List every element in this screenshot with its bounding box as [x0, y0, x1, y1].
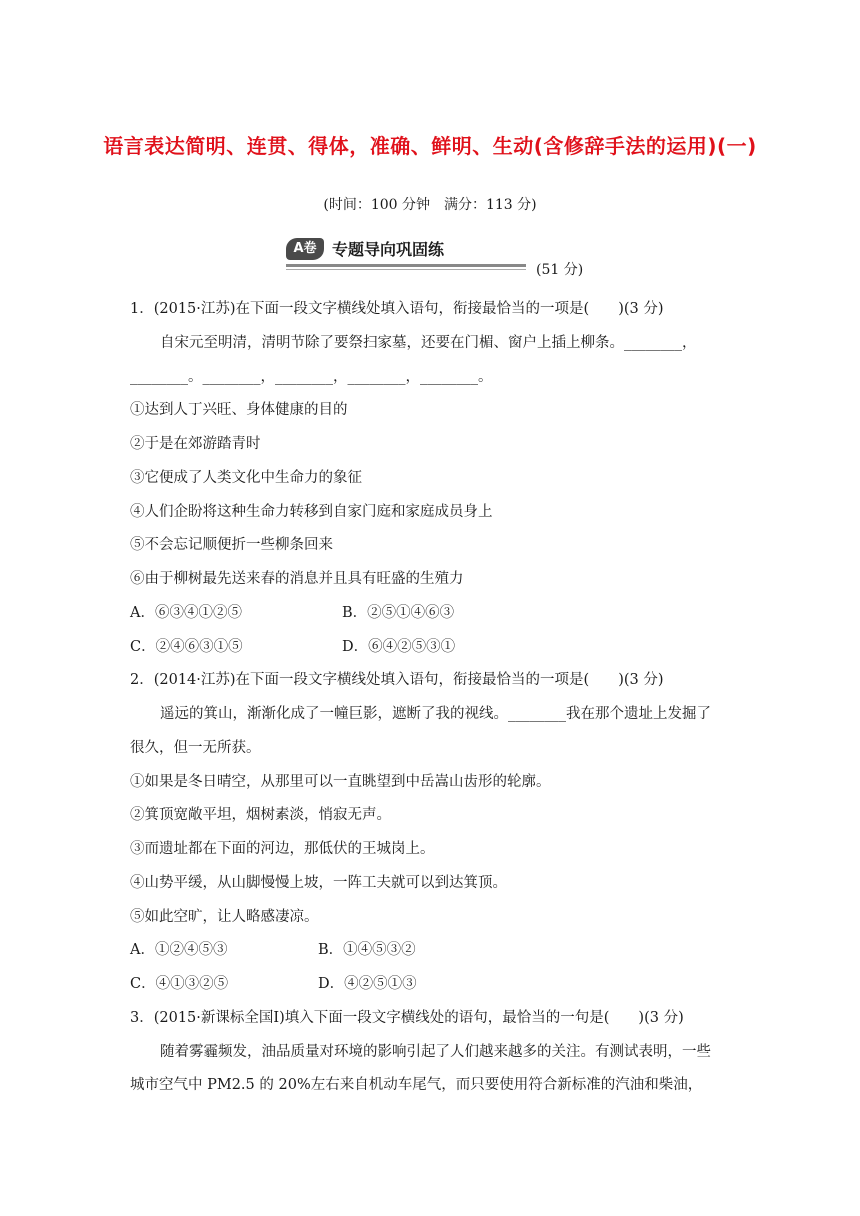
q1-sentence-1: ①达到人丁兴旺、身体健康的目的 [130, 402, 348, 418]
q1-sentence-3: ③它便成了人类文化中生命力的象征 [130, 470, 362, 486]
q1-stem: 1．(2015·江苏)在下面一段文字横线处填入语句，衔接最恰当的一项是( )(3 分) [130, 301, 664, 317]
q1-sentence-5: ⑤不会忘记顺便折一些柳条回来 [130, 537, 333, 553]
exam-meta: (时间：100 分钟 满分：113 分) [323, 197, 537, 213]
q1-option-d: D．⑥④②⑤③① [342, 639, 456, 655]
q2-option-c: C．④①③②⑤ [130, 976, 229, 992]
section-underline-thin [286, 269, 526, 270]
section-underline [286, 264, 526, 267]
q1-option-c: C．②④⑥③①⑤ [130, 639, 243, 655]
q3-passage-line2: 城市空气中 PM2.5 的 20%左右来自机动车尾气，而只要使用符合新标准的汽油和柴油， [130, 1077, 703, 1093]
q1-option-b: B．②⑤①④⑥③ [342, 605, 455, 621]
q1-sentence-2: ②于是在郊游踏青时 [130, 436, 261, 452]
q1-option-a: A．⑥③④①②⑤ [130, 605, 242, 621]
q2-sentence-3: ③而遗址都在下面的河边，那低伏的王城岗上。 [130, 841, 435, 857]
q2-sentence-4: ④山势平缓，从山脚慢慢上坡，一阵工夫就可以到达箕顶。 [130, 875, 507, 891]
q3-stem: 3．(2015·新课标全国Ⅰ)填入下面一段文字横线处的语句，最恰当的一句是( )(3 分) [130, 1010, 684, 1026]
document-title: 语言表达简明、连贯、得体，准确、鲜明、生动(含修辞手法的运用)(一) [103, 134, 757, 158]
q2-sentence-5: ⑤如此空旷，让人略感凄凉。 [130, 909, 319, 925]
q1-sentence-4: ④人们企盼将这种生命力转移到自家门庭和家庭成员身上 [130, 504, 493, 520]
q2-option-a: A．①②④⑤③ [130, 942, 228, 958]
q2-passage-line2: 很久，但一无所获。 [130, 740, 261, 756]
q2-sentence-2: ②箕顶宽敞平坦，烟树素淡，悄寂无声。 [130, 807, 391, 823]
section-header [286, 234, 526, 278]
q1-passage-line2: ________。________，________，________，________。 [130, 369, 493, 385]
q2-option-d: D．④②⑤①③ [318, 976, 417, 992]
section-score: (51 分) [536, 262, 584, 278]
section-title: 专题导向巩固练 [332, 240, 445, 259]
q2-option-b: B．①④⑤③② [318, 942, 416, 958]
q2-passage-line1: 遥远的箕山，渐渐化成了一幢巨影，遮断了我的视线。________我在那个遗址上发掘了 [160, 706, 711, 722]
q2-stem: 2．(2014·江苏)在下面一段文字横线处填入语句，衔接最恰当的一项是( )(3 分) [130, 672, 664, 688]
q2-sentence-1: ①如果是冬日晴空，从那里可以一直眺望到中岳嵩山齿形的轮廓。 [130, 774, 551, 790]
q1-passage-line1: 自宋元至明清，清明节除了要祭扫家墓，还要在门楣、窗户上插上柳条。________， [160, 335, 697, 351]
section-badge: A卷 [286, 238, 324, 260]
q1-sentence-6: ⑥由于柳树最先送来春的消息并且具有旺盛的生殖力 [130, 571, 464, 587]
q3-passage-line1: 随着雾霾频发，油品质量对环境的影响引起了人们越来越多的关注。有测试表明，一些 [160, 1044, 711, 1060]
